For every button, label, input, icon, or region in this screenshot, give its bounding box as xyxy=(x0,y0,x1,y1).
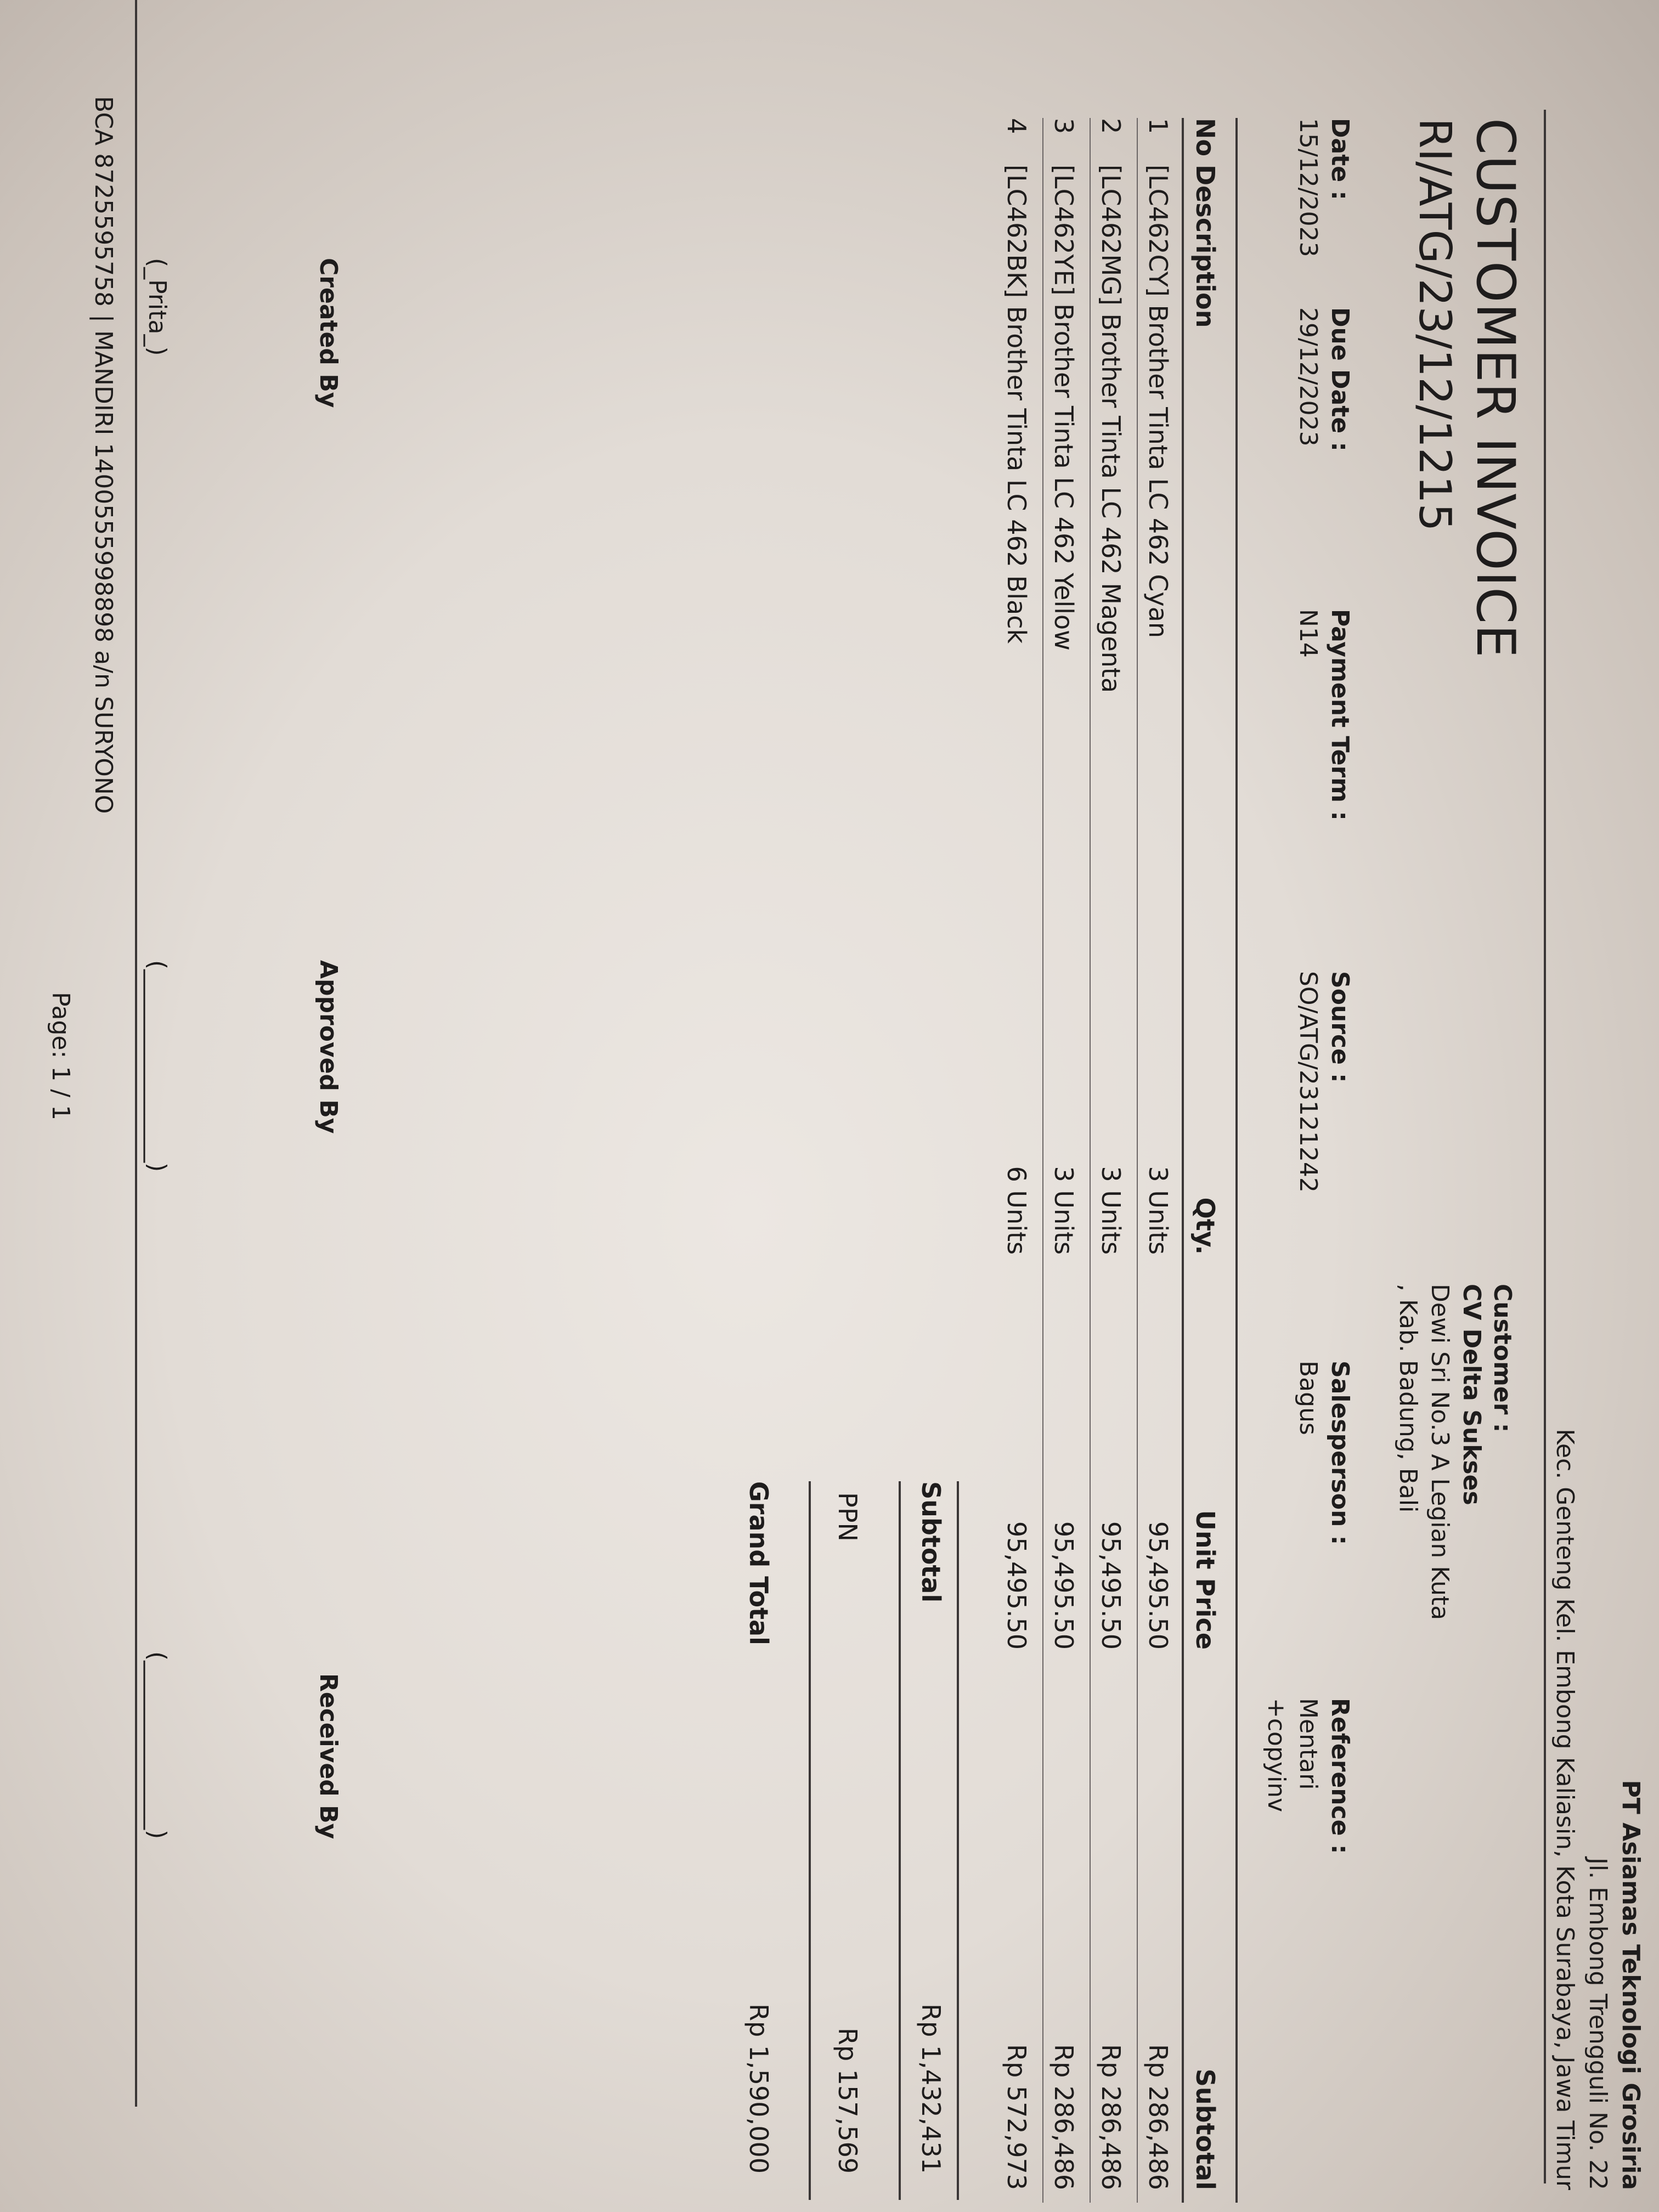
row-subtotal: Rp 286,486 xyxy=(1049,2044,1079,2190)
page-number: Page: 1 / 1 xyxy=(47,991,75,1121)
row-divider xyxy=(1090,118,1091,2203)
customer-address-line1: Dewi Sri No.3 A Legian Kuta xyxy=(1426,1284,1454,1621)
subtotal-rule xyxy=(957,1481,959,2200)
col-header-subtotal: Subtotal xyxy=(1190,2068,1220,2190)
due-date-label: Due Date : xyxy=(1326,307,1354,452)
created-by-name: (_Prita_) xyxy=(143,258,171,356)
payment-term-value: N14 xyxy=(1294,609,1322,658)
source-label: Source : xyxy=(1326,971,1354,1083)
row-description: [LC462MG] Brother Tinta LC 462 Magenta xyxy=(1096,165,1126,693)
payment-term-label: Payment Term : xyxy=(1326,609,1354,821)
col-header-qty: Qty. xyxy=(1190,1197,1220,1255)
row-subtotal: Rp 572,973 xyxy=(1002,2044,1031,2190)
due-date-value: 29/12/2023 xyxy=(1294,307,1322,447)
invoice-number: RI/ATG/23/12/1215 xyxy=(1409,118,1460,532)
row-unit-price: 95,495.50 xyxy=(1002,1521,1031,1650)
date-value: 15/12/2023 xyxy=(1294,118,1322,257)
row-subtotal: Rp 286,486 xyxy=(1143,2044,1173,2190)
approved-by-label: Approved By xyxy=(314,960,342,1134)
row-description: [LC462YE] Brother Tinta LC 462 Yellow xyxy=(1049,165,1079,651)
reference-value: Mentari xyxy=(1294,1698,1322,1790)
row-subtotal: Rp 286,486 xyxy=(1096,2044,1126,2190)
header-divider xyxy=(1544,110,1546,2183)
salesperson-value: Bagus xyxy=(1294,1361,1322,1435)
row-divider xyxy=(1137,118,1138,2203)
row-unit-price: 95,495.50 xyxy=(1143,1521,1173,1650)
customer-label: Customer : xyxy=(1488,1284,1516,1433)
customer-address-line2: , Kab. Badung, Bali xyxy=(1394,1284,1422,1513)
table-top-rule xyxy=(1235,118,1238,2203)
grand-total-value: Rp 1,590,000 xyxy=(744,2004,774,2174)
company-address-line1: Jl. Embong Trengguli No. 22 xyxy=(1584,1857,1612,2190)
invoice-title: CUSTOMER INVOICE xyxy=(1465,118,1526,658)
reference-extra: +copyinv xyxy=(1262,1698,1290,1813)
salesperson-label: Salesperson : xyxy=(1326,1361,1354,1545)
received-by-label: Received By xyxy=(314,1673,342,1839)
row-qty: 6 Units xyxy=(1002,1166,1031,1255)
customer-name: CV Delta Sukses xyxy=(1458,1284,1486,1505)
row-qty: 3 Units xyxy=(1143,1166,1173,1255)
col-header-no: No xyxy=(1190,118,1220,157)
row-qty: 3 Units xyxy=(1049,1166,1079,1255)
reference-label: Reference : xyxy=(1326,1698,1354,1854)
row-description: [LC462CY] Brother Tinta LC 462 Cyan xyxy=(1143,165,1173,639)
table-header-rule xyxy=(1182,118,1184,2203)
company-address-line2: Kec. Genteng Kel. Embong Kaliasin, Kota Surabaya, Jawa Timur xyxy=(1551,1429,1579,2190)
subtotal-label: Subtotal xyxy=(916,1481,946,1603)
bank-info: BCA 8725595758 | MANDIRI 1400555998898 a/n SURYONO xyxy=(89,96,117,814)
grand-total-rule xyxy=(809,1481,811,2200)
col-header-description: Description xyxy=(1190,165,1220,328)
col-header-unit-price: Unit Price xyxy=(1190,1510,1220,1650)
ppn-value: Rp 157,569 xyxy=(833,2027,862,2174)
row-divider xyxy=(1042,118,1043,2203)
row-no: 1 xyxy=(1143,118,1173,134)
row-no: 3 xyxy=(1049,118,1079,134)
row-description: [LC462BK] Brother Tinta LC 462 Black xyxy=(1002,165,1031,644)
footer-rule xyxy=(135,0,137,2107)
grand-total-label: Grand Total xyxy=(744,1481,774,1645)
row-no: 2 xyxy=(1096,118,1126,134)
company-name: PT Asiamas Teknologi Grosiria xyxy=(1617,1780,1645,2190)
row-no: 4 xyxy=(1002,118,1031,134)
date-label: Date : xyxy=(1326,118,1354,201)
approved-by-name: (________________) xyxy=(143,960,171,1172)
ppn-rule xyxy=(899,1481,901,2200)
row-unit-price: 95,495.50 xyxy=(1049,1521,1079,1650)
row-qty: 3 Units xyxy=(1096,1166,1126,1255)
created-by-label: Created By xyxy=(314,258,342,408)
ppn-label: PPN xyxy=(833,1492,862,1542)
subtotal-value: Rp 1,432,431 xyxy=(916,2004,946,2174)
source-value: SO/ATG/23121242 xyxy=(1294,971,1322,1193)
received-by-name: (______________) xyxy=(143,1651,171,1839)
row-unit-price: 95,495.50 xyxy=(1096,1521,1126,1650)
